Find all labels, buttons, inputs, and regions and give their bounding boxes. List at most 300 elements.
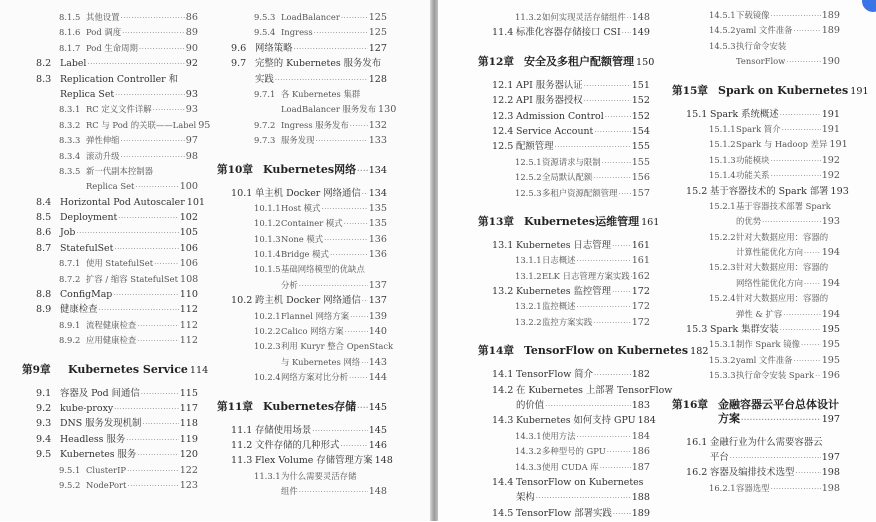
entry-page-number: 132 [369,118,387,133]
dot-leader [141,387,179,402]
dot-leader [330,248,368,263]
entry-number: 8.3.1 [59,102,86,117]
entry-title: Label [60,56,86,71]
dot-leader [321,202,367,217]
entry-number: 第14章 [478,341,524,361]
toc-subsection-entry [22,164,198,179]
toc-subsection-entry [22,118,198,133]
entry-title-continued: Replica Set [60,87,114,102]
toc-section-entry [672,107,840,122]
toc-section-entry [478,124,650,139]
entry-title-continued: 分析 [281,278,298,293]
entry-number: 第12章 [478,52,524,72]
entry-number: 第16章 [672,395,718,415]
entry-title-continued: 架构 [516,490,535,505]
entry-title: Host 模式 [281,201,320,216]
entry-number: 14.3 [492,413,516,428]
entry-page-number: 184 [632,429,650,444]
entry-number: 8.3.4 [59,149,86,164]
entry-title: 针对大数据应用：容器的 [736,260,828,275]
dot-leader [622,26,631,41]
entry-page-number: 196 [822,368,840,383]
entry-page-number: 105 [180,225,198,240]
entry-page-number: 110 [180,287,198,302]
toc-subsection-entry [217,309,387,324]
entry-title: 功能模块 [736,153,770,168]
toc-column [217,10,387,500]
dot-leader [362,294,368,309]
entry-title: 功能关系 [736,168,770,183]
entry-title: Horizontal Pod Autoscaler [60,195,185,210]
entry-page-number: 133 [369,133,387,148]
entry-page-number: 136 [369,247,387,262]
toc-subsection-entry [672,168,840,183]
toc-column [672,8,840,496]
entry-page-number: 148 [369,484,387,499]
dot-leader [361,356,367,371]
toc-subsection-entry [478,315,650,330]
entry-page-number: 127 [369,41,387,56]
entry-title: 存储使用场景 [255,423,311,438]
entry-number: 10.1.4 [254,247,281,262]
entry-title-continued: LoadBalancer 服务发布 [281,102,376,117]
dot-leader [122,26,185,41]
toc-section-entry [478,25,650,40]
entry-page-number: 186 [632,444,650,459]
entry-page-number: 156 [632,170,650,185]
entry-title: TensorFlow on Kubernetes [516,475,643,490]
entry-page-number: 92 [186,56,198,71]
entry-title: 健康检查 [60,302,98,317]
entry-number: 第11章 [217,397,263,417]
entry-number: 11.1 [231,423,255,438]
entry-number: 10.2.3 [254,339,281,354]
entry-number: 8.1.7 [59,41,86,56]
dot-leader [782,123,821,138]
entry-page-number: 112 [180,318,198,333]
entry-number: 11.3.2 [515,10,542,25]
entry-number: 14.5.1 [709,8,736,23]
entry-title: 使用方法 [542,429,576,444]
entry-number: 8.3.5 [59,164,86,179]
dot-leader [741,410,821,430]
entry-title: 基于容器技术部署 Spark [736,199,831,214]
entry-page-number: 148 [375,453,393,468]
toc-section-entry [22,401,198,416]
dot-leader [362,187,368,202]
dot-leader [357,398,368,418]
entry-title-continued: 弹性 & 扩容 [736,307,782,322]
toc-page-left [0,0,432,521]
toc-subsection-entry [672,199,840,214]
entry-title: 文件存储的几种形式 [255,438,339,453]
entry-page-number: 194 [822,245,840,260]
entry-number: 9.5.3 [254,10,281,25]
entry-number: 9.5 [36,447,60,462]
entry-title: 网络方案对比分析 [281,370,348,385]
dot-leader [137,319,178,334]
entry-title: 针对大数据应用：容器的 [736,230,828,245]
entry-title: Service Account [516,124,593,139]
entry-number: 15.3.1 [709,337,736,352]
toc-subsection-entry [217,201,387,216]
entry-title: ConfigMap [60,287,112,302]
toc-entry-continuation [672,214,840,229]
entry-title: 流程健康检查 [86,318,136,333]
entry-title: TensorFlow 部署实践 [516,506,612,521]
entry-title-continued: 的价值 [516,398,544,413]
entry-title: Kubernetes 如何支持 GPU [516,413,636,428]
toc-subsection-entry [217,324,387,339]
entry-title: Spark 简介 [736,122,781,137]
entry-page-number: 152 [632,93,650,108]
entry-number: 9.2 [36,401,60,416]
toc-section-entry [217,56,387,71]
toc-section-entry [217,41,387,56]
entry-title: Spark on Kubernetes [718,81,848,101]
dot-leader [114,402,179,417]
toc-subsection-entry [22,478,198,493]
toc-section-entry [478,78,650,93]
dot-leader [815,369,821,384]
toc-subsection-entry [22,333,198,348]
toc-subsection-entry [217,247,387,262]
entry-number: 16.2 [686,465,710,480]
entry-title: Spark 系统概述 [710,107,779,122]
entry-title: API 服务器认证 [516,78,583,93]
entry-page-number: 115 [180,386,198,401]
dot-leader [771,154,821,169]
entry-page-number: 188 [632,490,650,505]
entry-title: 扩容 / 缩容 StatefulSet [86,272,178,287]
entry-number: 12.5.1 [515,155,542,170]
entry-page-number: 193 [822,214,840,229]
dot-leader [780,108,821,123]
entry-title-continued: 计算性能优化方向 [736,245,803,260]
toc-section-entry [672,322,840,337]
entry-title: NodePort [86,478,126,493]
entry-number: 15.1 [686,107,710,122]
entry-page-number: 161 [641,213,659,233]
entry-title: Spark 集群安装 [710,322,779,337]
entry-page-number: 90 [186,41,198,56]
entry-page-number: 191 [829,137,847,152]
entry-title: LoadBalancer [281,10,340,25]
entry-number: 16.1 [686,435,710,450]
toc-entry-continuation [478,490,650,505]
entry-number: 15.3.2 [709,353,736,368]
entry-number: 11.4 [492,25,516,40]
toc-section-entry [217,293,387,308]
toc-subsection-entry [22,25,198,40]
entry-number: 8.9 [36,302,60,317]
toc-subsection-entry [478,170,650,185]
toc-column [478,10,650,521]
entry-title: 滚动升级 [86,149,120,164]
entry-title: TensorFlow 简介 [516,367,593,382]
entry-number: 8.8 [36,287,60,302]
toc-subsection-entry [22,41,198,56]
entry-page-number: 125 [369,10,387,25]
entry-title: 使用 StatefulSet [86,256,153,271]
toc-subsection-entry [478,253,650,268]
dot-leader [121,150,185,165]
toc-section-entry [22,287,198,302]
entry-number: 8.2 [36,56,60,71]
entry-title: Kubernetes网络 [263,160,356,180]
toc-section-entry [672,435,840,450]
dot-leader [153,103,185,118]
entry-number: 13.2.2 [515,315,542,330]
entry-number: 8.3 [36,72,60,87]
dot-leader [299,279,368,294]
entry-page-number: 137 [369,293,387,308]
toc-subsection-entry [217,25,387,40]
toc-subsection-entry [217,469,387,484]
entry-title: Headless 服务 [60,432,125,447]
dot-leader [324,233,368,248]
entry-title: 多种型号的 GPU [542,444,606,459]
entry-number: 第9章 [22,360,68,380]
toc-section-entry [217,438,387,453]
floating-button[interactable] [862,0,876,12]
entry-title: ELK 日志管理方案实践 [542,269,630,284]
entry-title: 网络策略 [255,41,293,56]
entry-page-number: 134 [369,161,387,181]
entry-number: 第15章 [672,81,718,101]
toc-column [22,10,198,493]
toc-section-entry [22,302,198,317]
entry-title: 在 Kubernetes 上部署 TensorFlow [516,383,672,398]
entry-title: Calico 网络方案 [281,324,344,339]
dot-leader [545,399,631,414]
toc-section-entry [478,506,650,521]
entry-title: API 服务器授权 [516,93,583,108]
entry-page-number: 139 [369,309,387,324]
entry-title: 全局默认配额 [542,170,592,185]
entry-number: 15.1.3 [709,153,736,168]
dot-leader [357,161,368,181]
entry-number: 13.1.1 [515,253,542,268]
entry-page-number: 198 [822,481,840,496]
dot-leader [275,73,368,88]
entry-page-number: 191 [850,82,868,102]
entry-page-number: 123 [180,478,198,493]
dot-leader [602,156,631,171]
dot-leader [593,171,630,186]
entry-page-number: 106 [180,241,198,256]
entry-number: 12.3 [492,109,516,124]
dot-leader [771,482,821,497]
entry-page-number: 146 [369,438,387,453]
entry-number: 14.5.3 [709,39,736,54]
toc-subsection-entry [22,133,198,148]
entry-page-number: 135 [369,201,387,216]
toc-section-entry [22,195,198,210]
entry-page-number: 149 [632,25,650,40]
entry-page-number: 119 [180,432,198,447]
entry-title: 针对大数据应用：容器的 [736,291,828,306]
entry-title-continued: 实践 [255,72,274,87]
entry-page-number: 182 [632,367,650,382]
toc-entry-continuation [217,102,387,117]
entry-title: yaml 文件准备 [736,353,793,368]
entry-page-number: 114 [190,361,208,381]
entry-title: Kubernetes 服务 [60,447,136,462]
dot-leader [341,11,368,26]
entry-page-number: 161 [632,238,650,253]
entry-page-number: 194 [822,276,840,291]
entry-page-number: 145 [369,423,387,438]
dot-leader [786,55,820,70]
entry-title: 执行命令安装 Spark [736,368,814,383]
entry-number: 13.1.2 [515,269,542,284]
entry-page-number: 192 [822,168,840,183]
entry-number: 12.4 [492,124,516,139]
dot-leader [794,354,821,369]
entry-title: 容器及 Pod 间通信 [60,386,140,401]
entry-page-number: 137 [369,278,387,293]
toc-section-entry [478,238,650,253]
entry-number: 9.7.2 [254,118,281,133]
dot-leader [612,285,631,300]
toc-section-entry [22,386,198,401]
entry-page-number: 172 [632,299,650,314]
entry-title: 其他设置 [86,10,120,25]
entry-title-continued: 的优势 [736,214,761,229]
toc-section-entry [478,383,650,398]
entry-number: 15.2.1 [709,199,736,214]
entry-title: 如何实现灵活存储组件 [542,10,626,25]
entry-page-number: 161 [632,253,650,268]
entry-number: 第10章 [217,160,263,180]
entry-page-number: 190 [822,54,840,69]
entry-title: Kubernetes存储 [263,397,356,417]
dot-leader [127,479,178,494]
toc-subsection-entry [478,155,650,170]
toc-section-entry [217,453,387,468]
entry-page-number: 152 [632,109,650,124]
entry-number: 8.3.2 [59,118,86,133]
toc-subsection-entry [217,262,387,277]
entry-number: 9.4 [36,432,60,447]
entry-number: 9.3 [36,416,60,431]
entry-page-number: 194 [822,307,840,322]
entry-page-number: 86 [186,10,198,25]
entry-page-number: 198 [822,465,840,480]
entry-page-number: 195 [822,337,840,352]
toc-entry-continuation [672,307,840,322]
entry-title-continued: TensorFlow [736,54,785,69]
entry-title: Pod 调度 [86,25,121,40]
dot-leader [577,430,631,445]
entry-number: 第13章 [478,212,524,232]
entry-page-number: 162 [632,269,650,284]
dot-leader [594,125,630,140]
entry-number: 10.2 [231,293,255,308]
entry-title-continued: 平台 [710,450,729,465]
toc-entry-continuation [22,87,198,102]
dot-leader [299,485,368,500]
entry-number: 10.1.5 [254,262,281,277]
entry-title: None 模式 [281,232,323,247]
entry-title: Ingress 服务发布 [281,118,349,133]
toc-subsection-entry [672,122,840,137]
entry-number: 14.3.3 [515,460,542,475]
toc-subsection-entry [672,137,840,152]
toc-chapter-entry [217,160,387,180]
entry-number: 8.1.5 [59,10,86,25]
toc-subsection-entry [217,216,387,231]
dot-leader [314,26,368,41]
entry-page-number: 122 [180,463,198,478]
entry-page-number: 155 [632,155,650,170]
entry-title: RC 定义文件详解 [86,102,152,117]
entry-number: 10.1.2 [254,216,281,231]
toc-subsection-entry [672,23,840,38]
dot-leader [294,42,368,57]
entry-page-number: 117 [180,401,198,416]
toc-section-entry [22,56,198,71]
toc-subsection-entry [672,353,840,368]
entry-number: 14.2 [492,383,516,398]
toc-subsection-entry [217,339,387,354]
dot-leader [135,180,178,195]
entry-page-number: 102 [180,210,198,225]
entry-number: 8.6 [36,225,60,240]
entry-number: 16.2.1 [709,481,736,496]
dot-leader [771,169,821,184]
entry-number: 9.6 [231,41,255,56]
dot-leader [127,464,179,479]
entry-page-number: 93 [186,102,198,117]
entry-number: 9.5.1 [59,463,86,478]
entry-title: 资源请求与限制 [542,155,601,170]
dot-leader [600,461,631,476]
dot-leader [99,303,179,318]
dot-leader [316,134,368,149]
entry-page-number: 108 [180,272,198,287]
entry-page-number: 195 [822,322,840,337]
toc-section-entry [478,284,650,299]
entry-page-number: 197 [822,450,840,465]
toc-section-entry [22,432,198,447]
dot-leader [115,88,185,103]
toc-subsection-entry [672,153,840,168]
entry-title: 各 Kubernetes 集群 [281,87,360,102]
entry-number: 9.5.4 [254,25,281,40]
entry-number: 10.2.4 [254,370,281,385]
entry-page-number: 189 [822,8,840,23]
entry-page-number: 151 [632,78,650,93]
entry-number: 9.7.3 [254,133,281,148]
entry-page-number: 172 [632,284,650,299]
entry-page-number: 89 [186,25,198,40]
dot-leader [593,316,630,331]
entry-title: 日志概述 [542,253,576,268]
toc-subsection-entry [217,118,387,133]
entry-number: 11.2 [231,438,255,453]
toc-entry-continuation [672,245,840,260]
entry-number: 12.5.2 [515,170,542,185]
entry-title: 金融容器云平台总体设计 [718,395,839,415]
entry-number: 11.3 [231,453,255,468]
toc-section-entry [22,416,198,431]
entry-number: 12.5 [492,139,516,154]
toc-entry-continuation [217,355,387,370]
entry-page-number: 136 [369,232,387,247]
entry-page-number: 189 [632,506,650,521]
